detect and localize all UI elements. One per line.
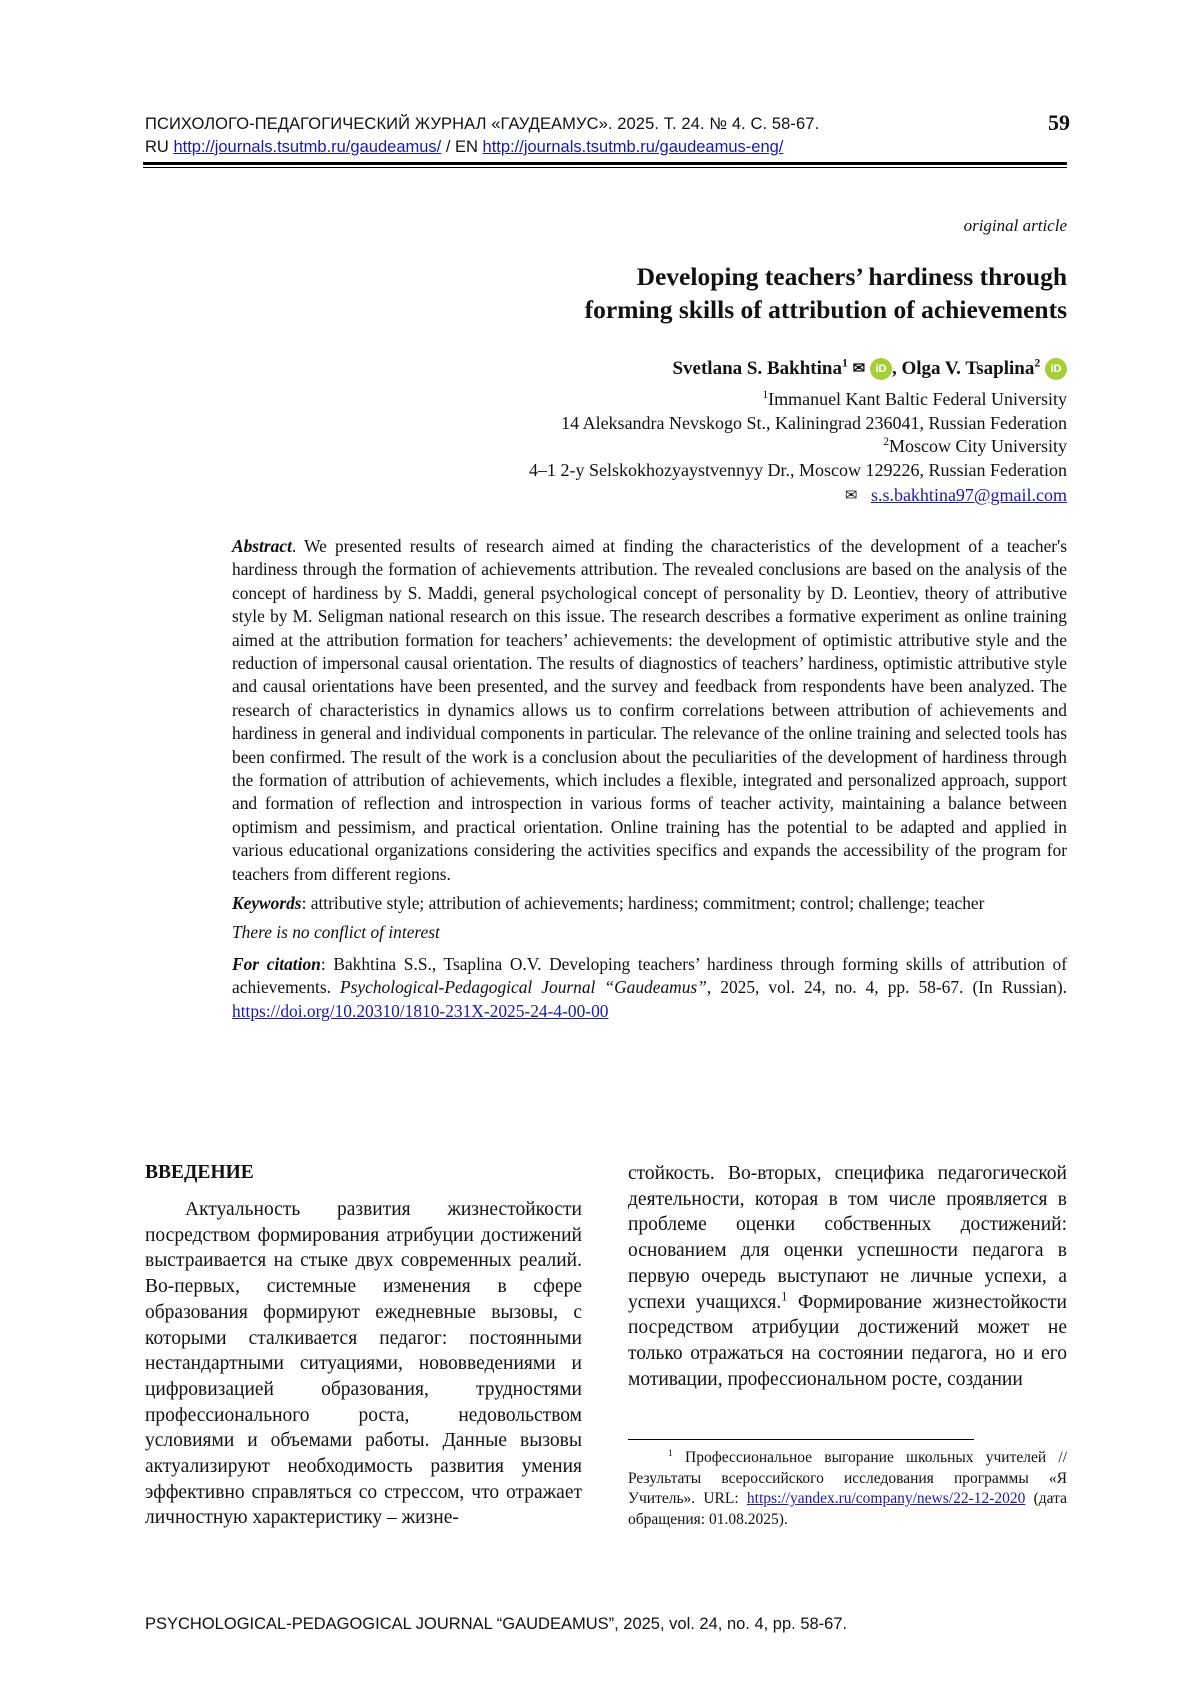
affiliation-2-sup: 2 — [883, 436, 889, 448]
citation — [232, 953, 1067, 1023]
keywords — [232, 892, 1067, 915]
orcid-icon[interactable]: iD — [1045, 358, 1067, 380]
citation-details: , 2025, vol. 24, no. 4, pp. 58-67. (In Russian). — [706, 977, 1067, 998]
abstract-text: . We presented results of research aimed at finding the characteristics of the development of a teacher's hardiness through the formation of achievements attribution. The revealed conclusions are based on the analysis of the concept of hardiness by S. Maddi, general psychological concept of personality by D. Leontiev, theory of attributive style by M. Seligman national research on this issue. The research describes a formative experiment as online training aimed at the attribution formation for teachers’ achievements: the development of optimistic attributive style and the reduction of impersonal causal orientation. The results of diagnostics of teachers’ hardiness, optimistic attributive style and causal orientations have been presented, and the survey and feedback from respondents have been analyzed. The research of characteristics in dynamics allows us to confirm correlations between attribution of achievements and hardiness in general and individual components in particular. The relevance of the online training and selected tools has been confirmed. The result of the work is a conclusion about the peculiarities of the development of hardiness through the formation of attribution of achievements, which includes a flexible, integrated and personalized approach, support and formation of reflection and introspection in various forms of teacher activity, maintaining a balance between optimism and pessimism, and practical orientation. Online training has the potential to be adapted and applied in various educational organizations considering the activities specifics and expands the accessibility of the program for teachers from different regions. — [232, 536, 1067, 884]
en-journal-link[interactable]: http://journals.tsutmb.ru/gaudeamus-eng/ — [482, 138, 784, 156]
keywords-text: : attributive style; attribution of achievements; hardiness; commitment; control; challenge; teacher — [301, 893, 985, 914]
ru-journal-link[interactable]: http://journals.tsutmb.ru/gaudeamus/ — [173, 138, 442, 156]
conflict-statement: There is no conflict of interest — [232, 921, 440, 942]
authors-line — [672, 358, 1067, 380]
affiliation-1-address: 14 Aleksandra Nevskogo St., Kaliningrad 236041, Russian Federation — [561, 413, 1067, 433]
running-header-journal: ПСИХОЛОГО-ПЕДАГОГИЧЕСКИЙ ЖУРНАЛ «ГАУДЕАМУС». 2025. Т. 24. № 4. С. 58-67. — [145, 115, 820, 133]
title-line-1: Developing teachers’ hardiness through — [636, 262, 1067, 291]
author-1-affiliation-sup: 1 — [841, 356, 848, 370]
orcid-icon[interactable]: iD — [870, 358, 892, 380]
mail-icon: ✉ — [844, 488, 858, 504]
citation-label: For citation — [232, 953, 321, 974]
author-2-affiliation-sup: 2 — [1034, 356, 1041, 370]
header-rule-thin — [143, 167, 1067, 168]
citation-text: : Bakhtina S.S., Tsaplina O.V. Developing teachers’ hardiness through forming skills of attribution of achievements. — [232, 953, 1067, 998]
author-1-name: Svetlana S. Bakhtina — [672, 358, 842, 379]
email-link[interactable]: s.s.bakhtina97@gmail.com — [870, 485, 1067, 505]
affiliation-2-text: Moscow City University — [889, 436, 1067, 456]
ru-prefix: RU — [145, 138, 169, 156]
running-footer: PSYCHOLOGICAL-PEDAGOGICAL JOURNAL “GAUDEAMUS”, 2025, vol. 24, no. 4, pp. 58-67. — [145, 1615, 848, 1633]
header-rule-thick — [143, 162, 1067, 165]
abstract — [232, 535, 1067, 886]
footnote-access: (дата обращения: 01.08.2025). — [628, 1490, 1068, 1528]
body-column-left — [145, 1161, 582, 1531]
affiliation-1-text: Immanuel Kant Baltic Federal University — [768, 389, 1067, 409]
body-column-right — [628, 1161, 1067, 1392]
affiliation-2-address: 4–1 2-y Selskokhozyaystvennyy Dr., Moscow 129226, Russian Federation — [529, 460, 1067, 480]
author-2-name: Olga V. Tsaplina — [901, 358, 1035, 379]
body-paragraph: Актуальность развития жизнестойкости посредством формирования атрибуции достижений выстраивается на стыке двух современных реалий. Во-первых, системные изменения в сфере образования формируют ежедневные вызовы, с которыми сталкивается педагог: постоянными нестандартными ситуациями, нововведениями и цифровизацией образования, трудностями профессионального роста, недовольством условиями и объемами работы. Данные вызовы актуализируют необходимость развития умения эффективно справляться со стрессом, что отражает личностную характеристику – жизне- — [145, 1199, 582, 1529]
footnote-body: Профессиональное выгорание школьных учителей // Результаты всероссийского исследования программы «Я Учитель». URL: — [628, 1449, 1067, 1507]
author-separator: , — [891, 358, 897, 379]
body-paragraph-continued — [628, 1161, 1067, 1392]
footnote-link[interactable]: https://yandex.ru/company/news/22-12-2020 — [746, 1490, 1026, 1507]
abstract-label: Abstract — [232, 536, 292, 556]
footnote-ref[interactable]: 1 — [781, 1289, 788, 1304]
citation-journal: Psychological-Pedagogical Journal “Gaudeamus” — [340, 977, 707, 998]
body-text-b: Формирование жизнестойкости посредством атрибуции достижений может не только отражаться на состоянии педагога, но и его мотивации, профессиональном росте, создании — [628, 1291, 1067, 1390]
keywords-label: Keywords — [232, 893, 302, 914]
en-prefix: EN — [455, 138, 478, 156]
title-line-2: forming skills of attribution of achievements — [584, 295, 1067, 324]
page-number: 59 — [1048, 110, 1070, 135]
body-text-a: стойкость. Во-вторых, специфика педагогической деятельности, которая в том числе проявляется в проблеме оценки собственных достижений: основанием для оценки успешности педагога в первую очередь выступают не личные успехи, а успехи учащихся. — [628, 1163, 1067, 1313]
email-line — [845, 484, 1067, 508]
footnote — [628, 1448, 1067, 1530]
article-type: original article — [963, 216, 1067, 235]
footnote-text — [628, 1448, 1067, 1530]
affiliation-1-sup: 1 — [762, 389, 769, 401]
mail-icon: ✉ — [852, 361, 866, 377]
article-title — [267, 260, 1067, 326]
section-heading: ВВЕДЕНИЕ — [145, 1162, 254, 1183]
doi-link[interactable]: https://doi.org/10.20310/1810-231X-2025-24-4-00-00 — [232, 1000, 609, 1021]
footnote-rule — [628, 1439, 974, 1440]
footnote-sup: 1 — [668, 1447, 673, 1459]
url-separator: / — [445, 138, 451, 156]
running-header-urls — [145, 137, 783, 157]
affiliation-2-name — [883, 435, 1067, 458]
affiliation-1-name — [763, 388, 1068, 411]
abstract-block — [232, 535, 1067, 1023]
